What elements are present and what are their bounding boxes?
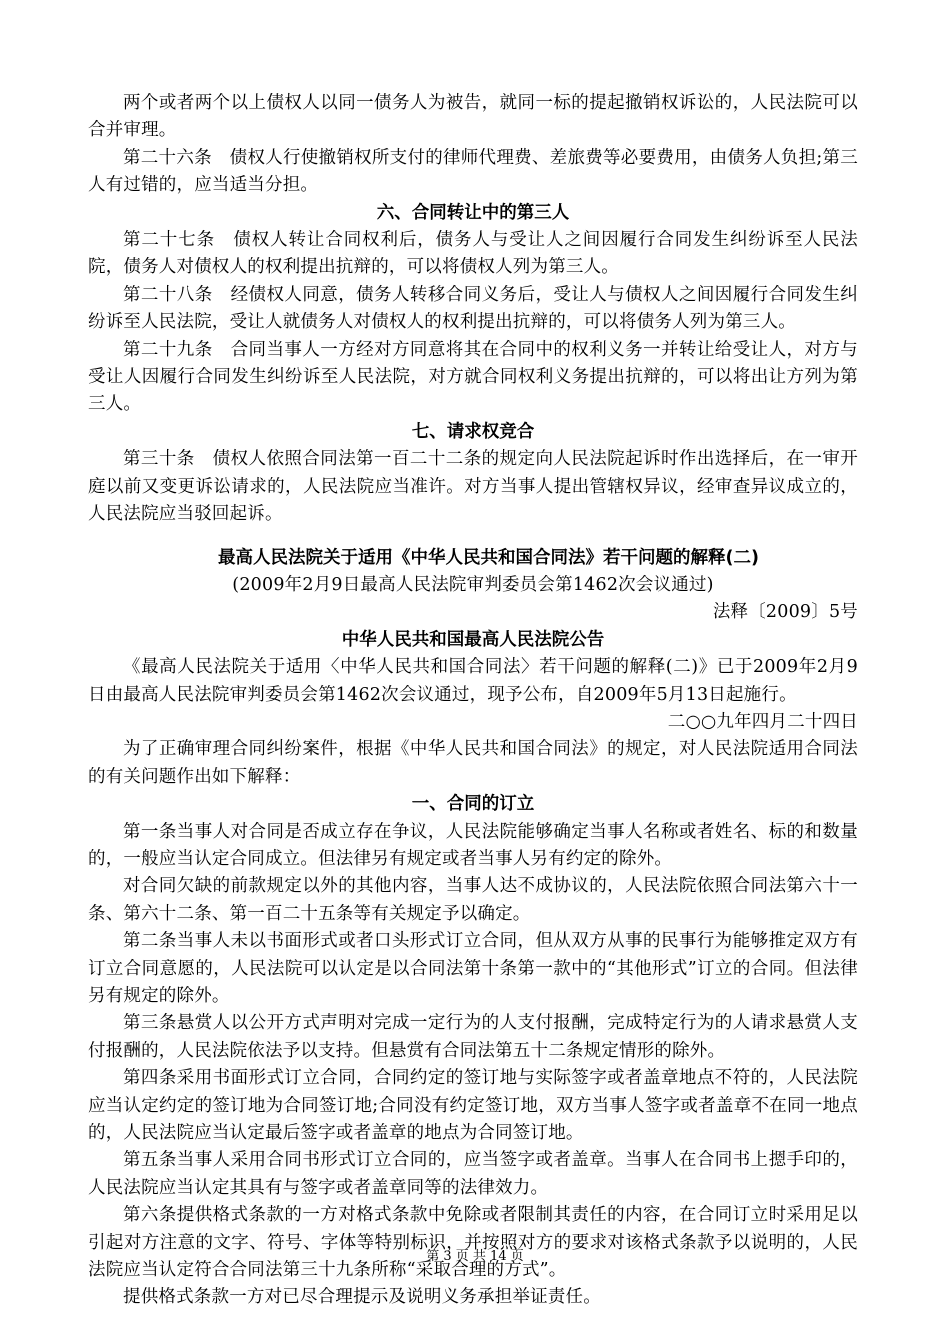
announcement-body: 《最高人民法院关于适用〈中华人民共和国合同法〉若干问题的解释(二)》已于2009年2月9日由最高人民法院审判委员会第1462次会议通过，现予公布，自2009年5月13日起施行。 xyxy=(88,657,858,705)
paragraph-article1-2: 对合同欠缺的前款规定以外的其他内容，当事人达不成协议的，人民法院依照合同法第六十一条、第六十二条、第一百二十五条等有关规定予以确定。 xyxy=(88,876,858,924)
section-heading-7: 七、请求权竞合 xyxy=(411,421,535,442)
paragraph-article3: 第三条悬赏人以公开方式声明对完成一定行为的人支付报酬，完成特定行为的人请求悬赏人支付报酬的，人民法院依法予以支持。但悬赏有合同法第五十二条规定情形的除外。 xyxy=(88,1013,858,1061)
paragraph-article6-2: 提供格式条款一方对已尽合理提示及说明义务承担举证责任。 xyxy=(123,1287,601,1308)
announcement-date: 二○○九年四月二十四日 xyxy=(667,711,858,732)
paragraph-article25-cont: 两个或者两个以上债权人以同一债务人为被告，就同一标的提起撤销权诉讼的，人民法院可以合并审理。 xyxy=(88,93,858,141)
interpretation-title: 最高人民法院关于适用《中华人民共和国合同法》若干问题的解释(二) xyxy=(218,547,759,568)
page-footer: 第 3 页 共 14 页 xyxy=(426,1249,524,1264)
paragraph-article27: 第二十七条 债权人转让合同权利后，债务人与受让人之间因履行合同发生纠纷诉至人民法院，债务人对债权人的权利提出抗辩的，可以将债权人列为第三人。 xyxy=(88,230,858,278)
section-heading-6: 六、合同转让中的第三人 xyxy=(376,202,570,223)
document-body xyxy=(88,90,858,1312)
paragraph-article1: 第一条当事人对合同是否成立存在争议，人民法院能够确定当事人名称或者姓名、标的和数量的，一般应当认定合同成立。但法律另有规定或者当事人另有约定的除外。 xyxy=(88,821,858,869)
paragraph-article5: 第五条当事人采用合同书形式订立合同的，应当签字或者盖章。当事人在合同书上摁手印的，人民法院应当认定其具有与签字或者盖章同等的法律效力。 xyxy=(88,1150,858,1198)
document-page xyxy=(88,90,858,1312)
adoption-note: (2009年2月9日最高人民法院审判委员会第1462次会议通过) xyxy=(232,574,714,595)
paragraph-article6: 第六条提供格式条款的一方对格式条款中免除或者限制其责任的内容，在合同订立时采用足以引起对方注意的文字、符号、字体等特别标识，并按照对方的要求对该格式条款予以说明的，人民法院应当认定符合合同法第三十九条所称“采取合理的方式”。 xyxy=(88,1205,858,1281)
document-number: 法释〔2009〕5号 xyxy=(712,602,858,623)
paragraph-article26: 第二十六条 债权人行使撤销权所支付的律师代理费、差旅费等必要费用，由债务人负担;第三人有过错的，应当适当分担。 xyxy=(88,147,858,196)
paragraph-article2: 第二条当事人未以书面形式或者口头形式订立合同，但从双方从事的民事行为能够推定双方有订立合同意愿的，人民法院可以认定是以合同法第十条第一款中的“其他形式”订立的合同。但法律另有规定的除外。 xyxy=(88,931,858,1006)
paragraph-article30: 第三十条 债权人依照合同法第一百二十二条的规定向人民法院起诉时作出选择后，在一审开庭以前又变更诉讼请求的，人民法院应当准许。对方当事人提出管辖权异议，经审查异议成立的，人民法院应当驳回起诉。 xyxy=(88,449,858,525)
paragraph-article4: 第四条采用书面形式订立合同，合同约定的签订地与实际签字或者盖章地点不符的，人民法院应当认定约定的签订地为合同签订地;合同没有约定签订地，双方当事人签字或者盖章不在同一地点的，人民法院应当认定最后签字或者盖章的地点为合同签订地。 xyxy=(88,1068,858,1144)
paragraph-article28: 第二十八条 经债权人同意，债务人转移合同义务后，受让人与债权人之间因履行合同发生纠纷诉至人民法院，受让人就债务人对债权人的权利提出抗辩的，可以将债务人列为第三人。 xyxy=(88,284,858,333)
spacer xyxy=(88,529,858,545)
section-heading-1: 一、合同的订立 xyxy=(411,794,535,815)
paragraph-article29: 第二十九条 合同当事人一方经对方同意将其在合同中的权利义务一并转让给受让人，对方与受让人因履行合同发生纠纷诉至人民法院，对方就合同权利义务提出抗辩的，可以将出让方列为第三人。 xyxy=(88,339,858,415)
preamble: 为了正确审理合同纠纷案件，根据《中华人民共和国合同法》的规定，对人民法院适用合同法的有关问题作出如下解释： xyxy=(88,739,858,787)
announcement-heading: 中华人民共和国最高人民法院公告 xyxy=(341,629,605,650)
